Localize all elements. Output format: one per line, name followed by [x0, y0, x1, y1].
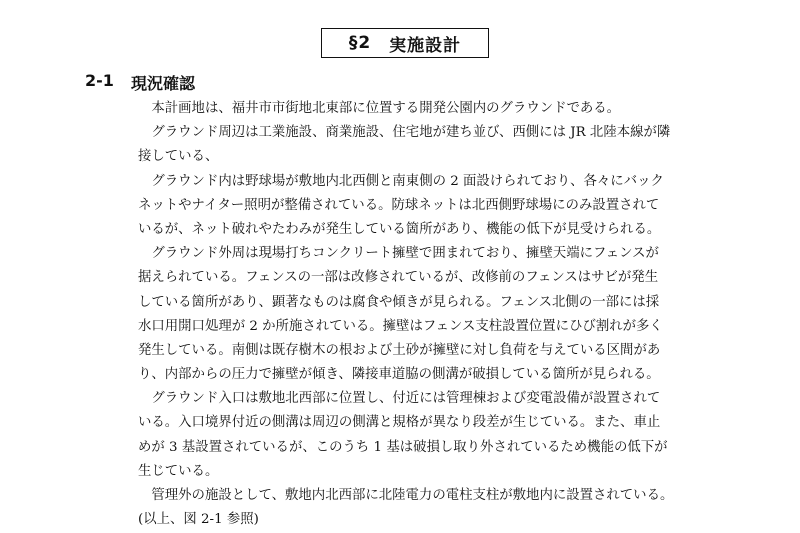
text-line: めが 3 基設置されているが、このうち 1 基は破損し取り外されているため機能の低下が [138, 439, 668, 455]
text-line: 水口用開口処理が 2 か所施されている。擁壁はフェンス支柱設置位置にひび割れが多く [138, 318, 663, 334]
subsection-number: 2-1 [85, 71, 114, 90]
subsection-heading [85, 71, 195, 94]
text-line: 据えられている。フェンスの一部は改修されているが、改修前のフェンスはサビが発生 [138, 270, 659, 286]
text-line: している箇所があり、顕著なものは腐食や傾きが見られる。フェンス北側の一部には採 [138, 294, 660, 310]
text-line: (以上、図 2-1 参照) [138, 512, 259, 528]
text-line: グラウンド内は野球場が敷地内北西側と南東側の 2 面設けられており、各々にバック [138, 173, 664, 189]
text-line: いる。入口境界付近の側溝は周辺の側溝と規格が異なり段差が生じている。また、車止 [138, 415, 661, 431]
text-line: 接している、 [138, 149, 219, 165]
body-text [138, 97, 698, 532]
subsection-title: 現況確認 [131, 74, 196, 93]
text-line: グラウンド入口は敷地北西部に位置し、付近には管理棟および変電設備が設置されて [138, 391, 661, 407]
text-line: 発生している。南側は既存樹木の根および土砂が擁壁に対し負荷を与えている区間があ [138, 342, 661, 358]
text-line: グラウンド外周は現場打ちコンクリート擁壁で囲まれており、擁壁天端にフェンスが [138, 246, 659, 262]
text-line: いるが、ネット破れやたわみが発生している箇所があり、機能の低下が見受けられる。 [138, 221, 661, 237]
text-line: 管理外の施設として、敷地内北西部に北陸電力の電柱支柱が敷地内に設置されている。 [138, 488, 674, 503]
section-title: 実施設計 [389, 35, 462, 56]
text-line: グラウンド周辺は工業施設、商業施設、住宅地が建ち並び、西側には JR 北陸本線が隣 [138, 125, 671, 141]
text-line: 本計画地は、福井市市街地北東部に位置する開発公園内のグラウンドである。 [138, 101, 621, 116]
section-title-box [321, 28, 489, 58]
text-line: ネットやナイター照明が整備されている。防球ネットは北西側野球場にのみ設置されて [138, 197, 660, 213]
section-number: §2 [348, 33, 372, 53]
text-line: り、内部からの圧力で擁壁が傾き、隣接車道脇の側溝が破損している箇所が見られる。 [138, 367, 660, 383]
text-line: 生じている。 [138, 463, 219, 479]
